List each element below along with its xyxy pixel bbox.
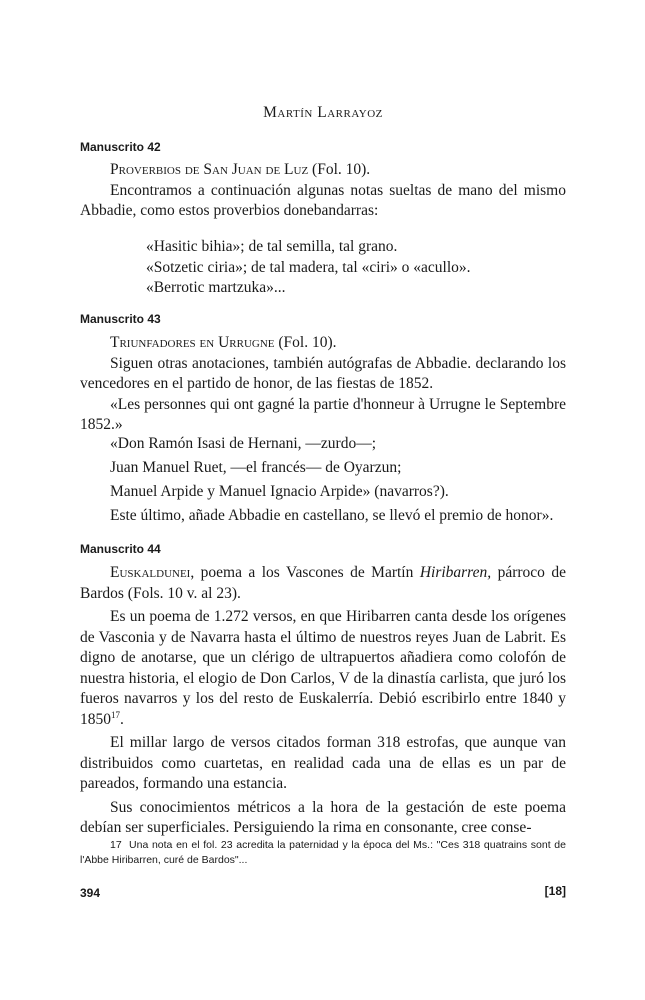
paragraph-end: . xyxy=(120,710,124,728)
section-44-body xyxy=(80,563,566,839)
footnote-number: 17 xyxy=(110,839,122,851)
section-heading: Manuscrito 43 xyxy=(80,312,161,326)
running-head: Martín Larrayoz xyxy=(263,104,383,121)
section-manuscrito-42 xyxy=(80,140,566,154)
page-number: 394 xyxy=(80,886,101,900)
paragraph: El millar largo de versos citados forman 318 estrofas, que aunque van distribuidos como cuartetas, en realidad cada una de ellas es un par de pareados, formando una estancia. xyxy=(80,734,566,792)
section-heading: Manuscrito 42 xyxy=(80,140,161,154)
title-italic: Hiribarren, xyxy=(419,564,492,581)
section-title xyxy=(80,563,566,604)
title-small-caps: Proverbios de San Juan de Luz xyxy=(110,161,309,178)
title-folio: (Fol. 10). xyxy=(308,161,371,178)
winners-list xyxy=(80,432,566,528)
paragraph: Siguen otras anotaciones, también autógrafas de Abbadie. declarando los vencedores en el partido de honor, de las fiestas de 1852. xyxy=(80,354,566,392)
page-footer xyxy=(80,884,566,902)
proverb-line: «Berrotic martzuka»... xyxy=(146,279,286,296)
proverb-line: «Hasitic bihia»; de tal semilla, tal grano. xyxy=(146,238,398,255)
paragraph xyxy=(80,607,566,730)
paragraph: «Les personnes qui ont gagné la partie d'honneur à Urrugne le Septembre 1852.» xyxy=(80,395,566,433)
page xyxy=(80,0,566,1000)
paragraph: Encontramos a continuación algunas notas sueltas de mano del mismo Abbadie, como estos proverbios donebandarras: xyxy=(80,181,566,219)
title-small-caps: Triunfadores en Urrugne xyxy=(110,334,275,351)
section-manuscrito-44 xyxy=(80,542,566,556)
footnote xyxy=(80,838,566,868)
title-small-caps: Euskaldunei xyxy=(110,564,191,581)
section-heading: Manuscrito 44 xyxy=(80,542,161,556)
section-manuscrito-43 xyxy=(80,312,566,326)
section-43-body xyxy=(80,333,566,436)
title-text: , poema a los Vascones de Martín xyxy=(190,564,420,581)
bracket-page-number: [18] xyxy=(544,884,566,898)
proverb-list xyxy=(80,237,566,299)
winner-line: Este último, añade Abbadie en castellano, se llevó el premio de honor». xyxy=(110,507,554,524)
footnote-body: Una nota en el fol. 23 acredita la paternidad y la época del Ms.: "Ces 318 quatrains sont de l'Abbe Hiribarren, curé de Bardos"... xyxy=(80,839,566,866)
winner-line: «Don Ramón Isasi de Hernani, —zurdo—; xyxy=(110,435,377,452)
section-title xyxy=(80,160,566,181)
footnote-reference: 17 xyxy=(111,709,120,720)
paragraph-text: Es un poema de 1.272 versos, en que Hiribarren canta desde los orígenes de Vasconia y de Navarra hasta el último de nuestros reyes Juan de Labrit. Es digno de anotarse, que un clérigo de ultrapuertos añadiera como colofón de nuestra historia, el elogio de Don Carlos, V de la dinastía carlista, que juró los fueros navarros y los del resto de Euskalerría. Debió escribirlo entre 1840 y 1850 xyxy=(80,608,566,728)
title-folio: párroco de Bardos (Fols. 10 v. al 23). xyxy=(80,564,566,602)
title-folio: (Fol. 10). xyxy=(274,334,337,351)
footnote-text xyxy=(80,838,566,868)
section-42-body xyxy=(80,160,566,222)
winner-line: Manuel Arpide y Manuel Ignacio Arpide» (navarros?). xyxy=(110,483,449,500)
section-title xyxy=(80,333,566,354)
paragraph: Sus conocimientos métricos a la hora de la gestación de este poema debían ser superficiales. Persiguiendo la rima en consonante, cree conse- xyxy=(80,798,566,836)
winner-line: Juan Manuel Ruet, —el francés— de Oyarzun; xyxy=(110,459,402,476)
proverb-line: «Sotzetic ciria»; de tal madera, tal «ciri» o «acullo». xyxy=(146,258,471,276)
